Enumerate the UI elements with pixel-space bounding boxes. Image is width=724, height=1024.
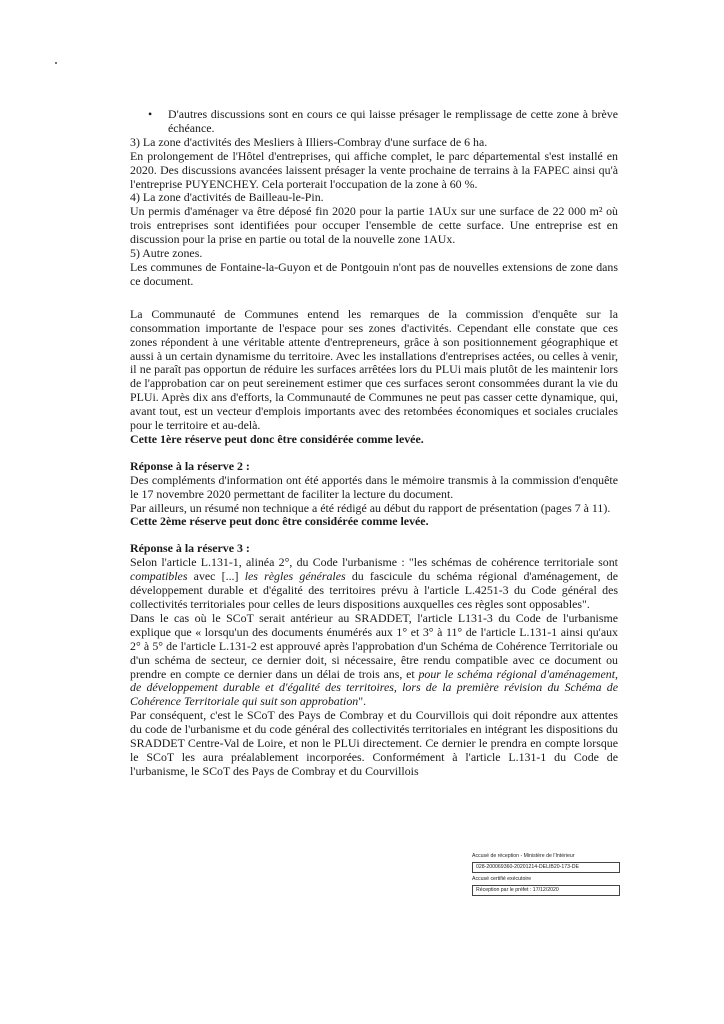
reception-stamp — [472, 852, 620, 898]
reserve2-paragraph-1: Des compléments d'information ont été apportés dans le mémoire transmis à la commission d'enquête le 17 novembre 2020 permettant de faciliter la lecture du document. — [130, 472, 618, 501]
reserve2-heading: Réponse à la réserve 2 : — [130, 458, 250, 473]
communaute-paragraph: La Communauté de Communes entend les remarques de la commission d'enquête sur la consommation importante de l'espace pour ses zones d'activités. Cependant elle constate que ces zones répondent à une véritable attente d'entrepreneurs, grâce à son positionnement géographique et aussi à un certain dynamisme du territoire. Avec les installations d'entreprises actées, ou celles à venir, il ne paraît pas opportun de réduire les surfaces arrêtées lors du PLUi mais plutôt de les maintenir lors de l'approbation car on peut sereinement estimer que ces surfaces seront consommées durant la vie du PLUi. Après dix ans d'efforts, la Communauté de Communes ne peut pas casser cette dynamique, qui, avant tout, est un vecteur d'emplois importants avec des retombées économiques et sociales cruciales pour le territoire et au-delà. — [130, 306, 618, 433]
body-text — [130, 108, 618, 779]
reserve3-paragraph-1: Selon l'article L.131-1, alinéa 2°, du Code l'urbanisme : "les schémas de cohérence territoriale sont compatibles avec [...] les règles générales du fascicule du schéma régional d'aménagement, de développement durable et d'égalité des territoires prévu à l'article L.4251-3 du Code général des collectivités territoriales pour celles de leurs dispositions auxquelles ces règles sont opposables". — [130, 555, 618, 611]
stamp-line-ministry: Accusé de réception - Ministère de l'Intérieur — [472, 853, 575, 859]
stamp-received-date: Réception par le préfet : 17/12/2020 — [472, 885, 620, 896]
conclusion-2: Cette 2ème réserve peut donc être considérée comme levée. — [130, 514, 429, 529]
zone4-body: Un permis d'aménager va être déposé fin 2020 pour la partie 1AUx sur une surface de 22 000 m² où trois entreprises sont identifiées pour occuper l'ensemble de cette surface. Une entreprise est en discussion pour la prise en partie ou total de la nouvelle zone 1AUx. — [130, 204, 618, 247]
stamp-line-certified: Accusé certifié exécutoire — [472, 876, 532, 882]
zone5-body: Les communes de Fontaine-la-Guyon et de Pontgouin n'ont pas de nouvelles extensions de zone dans ce document. — [130, 259, 618, 288]
conclusion-1: Cette 1ère réserve peut donc être considérée comme levée. — [130, 431, 424, 446]
reserve3-heading: Réponse à la réserve 3 : — [130, 541, 250, 556]
scan-speck — [55, 62, 57, 64]
zone5-heading: 5) Autre zones. — [130, 246, 203, 261]
zone3-body: En prolongement de l'Hôtel d'entreprises, qui affiche complet, le parc départemental s'est installé en 2020. Des discussions avancées laissent présager la vente prochaine de terrains à la FAPEC ainsi qu'à l'entreprise PUYENCHEY. Cela porterait l'occupation de la zone à 60 %. — [130, 148, 618, 191]
zone4-heading: 4) La zone d'activités de Bailleau-le-Pin. — [130, 190, 324, 205]
stamp-reference: 028-200069360-20201214-DELIB20-173-DE — [472, 862, 620, 873]
bullet-item: • D'autres discussions sont en cours ce qui laisse présager le remplissage de cette zone à brève échéance. — [130, 108, 618, 136]
zone3-heading: 3) La zone d'activités des Mesliers à Illiers-Combray d'une surface de 6 ha. — [130, 134, 488, 149]
reserve2-paragraph-2: Par ailleurs, un résumé non technique a été rédigé au début du rapport de présentation (pages 7 à 11). — [130, 500, 611, 515]
reserve3-paragraph-3: Par conséquent, c'est le SCoT des Pays de Combray et du Courvillois qui doit répondre aux attentes du code de l'urbanisme et du code général des collectivités territoriales en intégrant les dispositions du SRADDET Centre-Val de Loire, et non le PLUi directement. Ce dernier le prendra en compte lorsque le SCoT les aura préalablement incorporées. Conformément à l'article L.131-1 du Code de l'urbanisme, le SCoT des Pays de Combray et du Courvillois — [130, 708, 618, 778]
reserve3-paragraph-2: Dans le cas où le SCoT serait antérieur au SRADDET, l'article L131-3 du Code de l'urbanisme explique que « lorsqu'un des documents énumérés aux 1° et 3° à 11° de l'article L.131-1 ainsi qu'aux 2° à 5° de l'article L.131-2 est approuvé après l'approbation d'un Schéma de Cohérence Territoriale ou d'un schéma de secteur, ce dernier doit, si nécessaire, être rendu compatible avec ce document ou prendre en compte ce dernier dans un délai de trois ans, et pour le schéma régional d'aménagement, de développement durable et d'égalité des territoires, lors de la première révision du Schéma de Cohérence Territoriale qui suit son approbation". — [130, 610, 618, 709]
bullet-icon: • — [148, 107, 153, 121]
